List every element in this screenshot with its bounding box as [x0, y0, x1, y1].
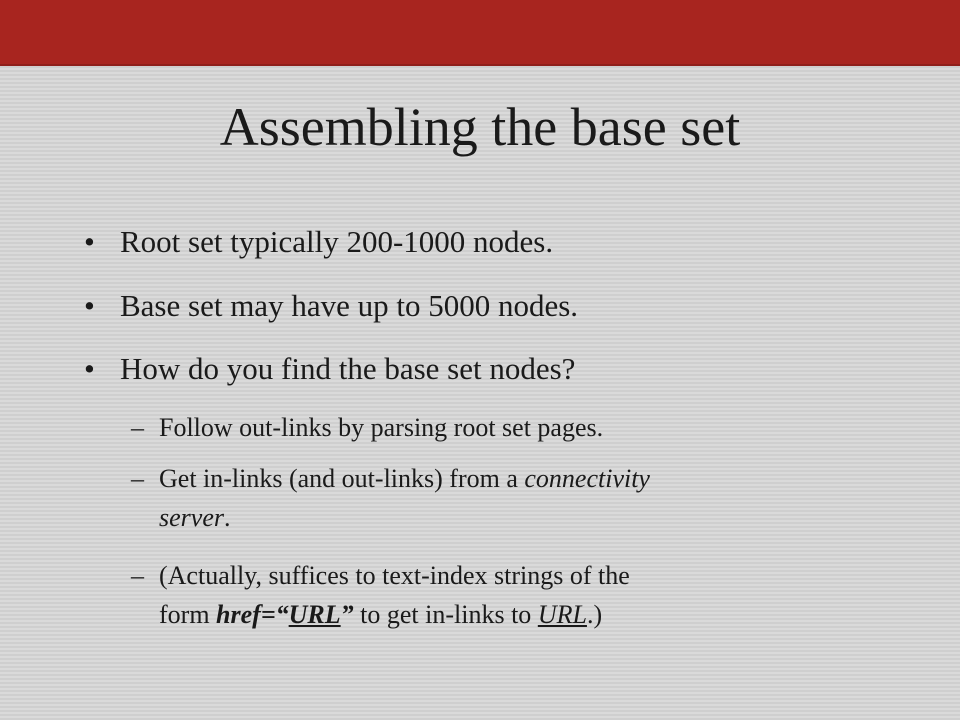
href-suffix: ” [340, 600, 354, 629]
subbullet-text [159, 459, 871, 537]
subbullet-line2-e: to get in-links to [353, 600, 538, 629]
bullet-text: Root set typically 200-1000 nodes. [120, 224, 554, 259]
bullet-text: How do you find the base set nodes? [120, 351, 576, 386]
subbullet-marker: – [131, 413, 144, 442]
url-term-italic: URL [537, 600, 587, 629]
subbullet-text [159, 556, 871, 634]
subbullet-line1-plain: Get in-links (and out-links) from a [159, 464, 525, 493]
subbullet-line2-end: . [223, 503, 231, 532]
subbullet-line1: (Actually, suffices to text-index strings of the [159, 561, 630, 590]
bullet-text: Base set may have up to 5000 nodes. [120, 288, 579, 323]
bullet-marker: • [84, 224, 95, 259]
connectivity-term: connectivity [524, 464, 650, 493]
bullet-marker: • [84, 288, 95, 323]
href-prefix: href=“ [216, 600, 289, 629]
subbullet-marker: – [131, 464, 144, 493]
subbullet-marker: – [131, 561, 144, 590]
subbullet-line2-g: .) [586, 600, 603, 629]
subbullet-line2-a: form [159, 600, 217, 629]
url-term-bold: URL [288, 600, 341, 629]
subbullet-text: Follow out-links by parsing root set pages. [159, 413, 604, 442]
server-term: server [159, 503, 224, 532]
header-bar [0, 0, 960, 66]
bullet-marker: • [84, 351, 95, 386]
slide-title: Assembling the base set [219, 97, 741, 157]
